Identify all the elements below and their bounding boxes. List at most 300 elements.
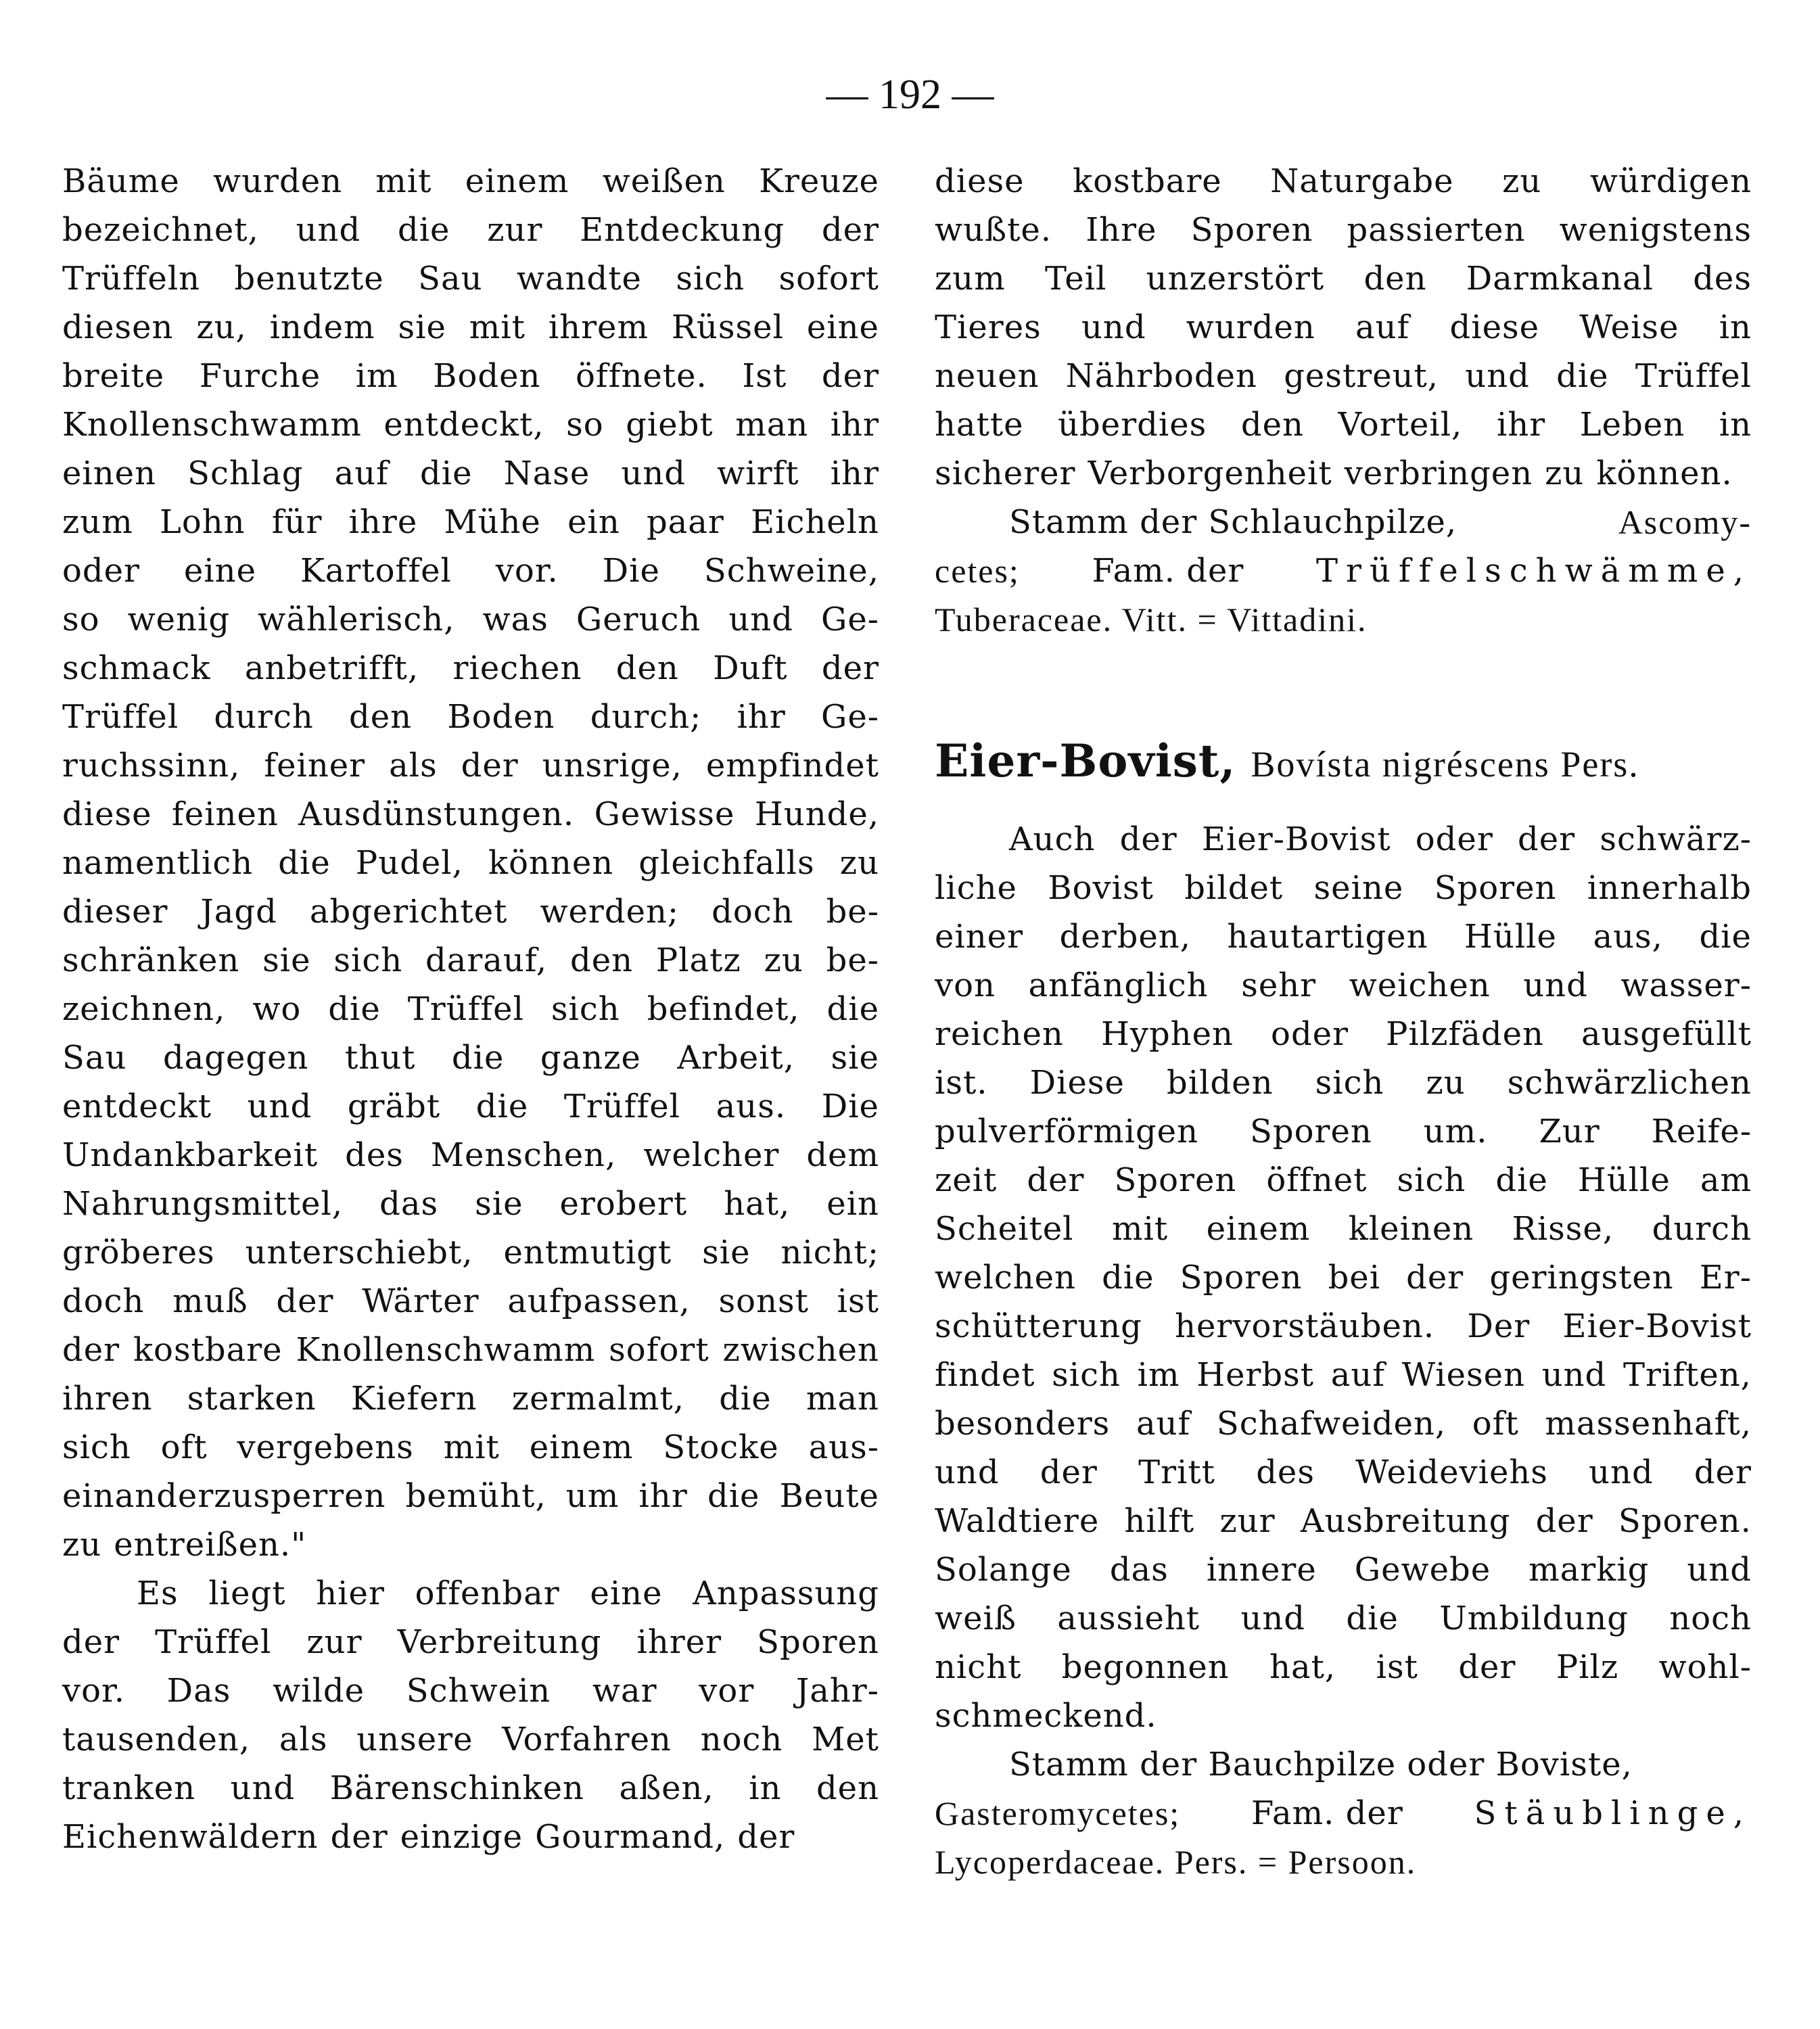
word: einen <box>62 454 156 492</box>
text-line <box>935 449 1752 498</box>
text-line <box>62 1374 879 1423</box>
word: des <box>1693 260 1752 298</box>
family-name-spaced: Stäublinge, <box>1474 1794 1752 1832</box>
word: markig <box>1529 1551 1650 1589</box>
word: um. <box>1423 1113 1488 1150</box>
word: ein <box>826 1185 879 1223</box>
word: Schafweiden, <box>1216 1405 1447 1443</box>
word: Triften, <box>1623 1356 1752 1394</box>
word: der <box>1694 1453 1752 1491</box>
word: den <box>816 1769 879 1807</box>
word: des <box>345 1136 404 1174</box>
text-line <box>62 352 879 400</box>
word: Pudel, <box>355 844 463 882</box>
word: durch <box>214 698 314 736</box>
word: der <box>62 1331 120 1369</box>
word: sofort <box>778 260 879 298</box>
word: findet <box>935 1356 1035 1394</box>
text-line <box>935 157 1752 206</box>
text-line <box>62 1228 879 1277</box>
word: wo <box>252 990 302 1028</box>
word: der <box>821 649 879 687</box>
text-line <box>62 985 879 1033</box>
classification-line <box>935 1838 1752 1886</box>
word: Nährboden <box>1065 357 1257 395</box>
word: Ausdünstungen. <box>298 795 575 833</box>
word: Hülle <box>1577 1161 1671 1199</box>
word: ihr <box>737 698 786 736</box>
word: Anpassung <box>693 1575 879 1612</box>
word: Knollenschwamm <box>62 406 362 444</box>
word: diesen <box>62 308 174 346</box>
classification-text: Fam. der <box>1092 552 1244 590</box>
word: sofort <box>609 1331 709 1369</box>
word: thut <box>344 1039 416 1077</box>
word: oder <box>62 552 140 590</box>
word: Jahr- <box>795 1672 879 1710</box>
word: Sporen <box>757 1623 879 1661</box>
word: reichen <box>935 1015 1064 1053</box>
word: eine <box>806 308 879 346</box>
word: Der <box>1467 1307 1531 1345</box>
word: und <box>728 601 793 638</box>
word: der <box>276 1282 334 1320</box>
word: den <box>1240 406 1304 444</box>
word: Trüffel <box>407 990 524 1028</box>
word: zum <box>62 503 133 541</box>
word: sie <box>831 1039 879 1077</box>
word: oder <box>1271 1015 1349 1053</box>
word: Eichenwäldern <box>62 1818 319 1856</box>
word: Darmkanal <box>1466 260 1654 298</box>
word: Naturgabe <box>1270 162 1454 200</box>
text-line <box>935 961 1752 1010</box>
word: Die <box>821 1088 879 1125</box>
word: nicht; <box>780 1234 879 1272</box>
word: für <box>271 503 323 541</box>
word: vor. <box>495 552 559 590</box>
word: wußte. <box>935 211 1052 249</box>
text-line <box>62 206 879 254</box>
text-line <box>935 254 1752 303</box>
word: diese <box>1449 308 1540 346</box>
text-line <box>935 1594 1752 1643</box>
word: wasser- <box>1620 966 1752 1004</box>
word: liche <box>935 869 1017 907</box>
word: Die <box>602 552 660 590</box>
word: ist <box>837 1282 879 1320</box>
word: zu <box>62 1526 102 1564</box>
word: in <box>1719 308 1752 346</box>
text-line <box>62 498 879 546</box>
species-paragraph <box>935 815 1752 1740</box>
word: als <box>279 1721 328 1758</box>
word: das <box>1109 1551 1169 1589</box>
word: Nahrungsmittel, <box>62 1185 344 1223</box>
word: riechen <box>452 649 582 687</box>
text-line <box>62 1618 879 1666</box>
text-line <box>62 1472 879 1520</box>
classification-line <box>935 1740 1752 1789</box>
word: wohl- <box>1658 1648 1752 1686</box>
word: Zur <box>1539 1113 1600 1150</box>
word: Ihre <box>1086 211 1157 249</box>
word: noch <box>700 1721 783 1758</box>
word: und <box>247 1088 312 1125</box>
text-line <box>935 1058 1752 1107</box>
word: so <box>566 406 604 444</box>
word: Eicheln <box>751 503 879 541</box>
word: können <box>488 844 614 882</box>
word: giebt <box>626 406 714 444</box>
word: schränken <box>62 941 240 979</box>
word: wenig <box>127 601 231 638</box>
word: Vorteil, <box>1338 406 1463 444</box>
word: den <box>1363 260 1427 298</box>
word: den <box>615 649 679 687</box>
word: und <box>1541 1356 1607 1394</box>
word: die <box>475 1088 529 1125</box>
text-line <box>62 595 879 644</box>
word: Tritt <box>1138 1453 1215 1491</box>
word: oder <box>1415 820 1493 858</box>
word: zur <box>487 211 543 249</box>
word: unsere <box>356 1721 473 1758</box>
text-line <box>62 1131 879 1180</box>
word: liegt <box>208 1575 286 1612</box>
word: so <box>62 601 100 638</box>
page-number: — 192 — <box>826 72 994 118</box>
text-line <box>62 1423 879 1472</box>
word: Knollenschwamm <box>296 1331 596 1369</box>
word: zu <box>1502 162 1542 200</box>
word: tranken <box>62 1769 196 1807</box>
word: empfindet <box>705 747 879 785</box>
word: namentlich <box>62 844 254 882</box>
classification-line <box>935 595 1752 644</box>
word: Kartoffel <box>300 552 452 590</box>
word: sich <box>551 990 620 1028</box>
word: gräbt <box>347 1088 441 1125</box>
text-line <box>62 1813 879 1861</box>
word: bildet <box>1184 869 1284 907</box>
text-line <box>935 815 1752 864</box>
word: mit <box>469 308 526 346</box>
word: offenbar <box>415 1575 560 1612</box>
word: Verbreitung <box>397 1623 602 1661</box>
word: sie <box>398 308 446 346</box>
word: bemüht, <box>405 1477 546 1515</box>
word: Furche <box>199 357 321 395</box>
word: bei <box>1328 1259 1381 1297</box>
text-line <box>62 1666 879 1715</box>
word: anbetrifft, <box>244 649 419 687</box>
species-german-name: Eier-Bovist, <box>935 734 1236 787</box>
text-line <box>935 1643 1752 1692</box>
word: auf <box>1330 1356 1386 1394</box>
word: Eier-Bovist <box>1201 820 1391 858</box>
word: diese <box>62 795 152 833</box>
word: zur <box>306 1623 363 1661</box>
word: breite <box>62 357 165 395</box>
word: indem <box>269 308 375 346</box>
word: Schlag <box>187 454 304 492</box>
word: dagegen <box>162 1039 309 1077</box>
word: oft <box>1472 1405 1519 1443</box>
word: kostbare <box>1073 162 1222 200</box>
word: Tieres <box>935 308 1042 346</box>
word: passierten <box>1347 211 1526 249</box>
word: Solange <box>935 1551 1072 1589</box>
word: die <box>719 1380 772 1418</box>
word: diese <box>935 162 1025 200</box>
word: Hunde, <box>754 795 879 833</box>
word: wandte <box>516 260 642 298</box>
text-line <box>62 790 879 839</box>
text-line <box>62 157 879 206</box>
word: doch <box>62 1282 145 1320</box>
word: feiner <box>264 747 366 785</box>
word: Trüffel <box>1635 357 1752 395</box>
word: weißen <box>602 162 726 200</box>
word: Hülle <box>1464 918 1557 956</box>
word: schwärzlichen <box>1507 1064 1752 1102</box>
word: in <box>1719 406 1752 444</box>
word: bilden <box>1167 1064 1274 1102</box>
word: Gewebe <box>1354 1551 1491 1589</box>
word: der <box>1535 1502 1593 1540</box>
word: ihr <box>638 1477 688 1515</box>
word: zu <box>1426 1064 1466 1102</box>
word: Eier-Bovist <box>1562 1307 1752 1345</box>
word: wenigstens <box>1559 211 1752 249</box>
word: die <box>707 1477 760 1515</box>
word: entdeckt <box>62 1088 212 1125</box>
text-line <box>935 352 1752 400</box>
word: sich <box>333 941 403 979</box>
word: auf <box>1355 308 1410 346</box>
text-line <box>62 693 879 741</box>
word: Sporen <box>1249 1113 1372 1150</box>
classification-latin-text: Gasteromycetes; <box>935 1794 1181 1832</box>
text-line <box>62 839 879 887</box>
text-line <box>935 1497 1752 1545</box>
word: ist <box>1376 1648 1418 1686</box>
word: die <box>826 990 879 1028</box>
word: Geruch <box>576 601 701 638</box>
classification-latin-text: cetes; <box>935 552 1020 590</box>
text-line <box>62 546 879 595</box>
word: werden; <box>540 893 680 931</box>
word: ausgefüllt <box>1581 1015 1752 1053</box>
word: aussieht <box>1057 1600 1200 1637</box>
word: die <box>328 990 381 1028</box>
word: den <box>349 698 413 736</box>
word: Jagd <box>200 893 277 931</box>
word: im <box>1137 1356 1180 1394</box>
text-line <box>935 1156 1752 1205</box>
word: Weideviehs <box>1355 1453 1548 1491</box>
word: können. <box>1596 454 1733 492</box>
word: Ge- <box>820 601 879 638</box>
classification-latin-text: Lycoperdaceae. Pers. = Persoon. <box>935 1843 1417 1881</box>
word: überdies <box>1058 406 1207 444</box>
word: aus- <box>808 1428 879 1466</box>
classification-text: Stamm der Bauchpilze oder Boviste, <box>1009 1746 1633 1783</box>
word: ihr <box>1496 406 1546 444</box>
text-line <box>62 936 879 985</box>
word: hautartigen <box>1227 918 1428 956</box>
word: zu, <box>196 308 247 346</box>
word: ruchssinn, <box>62 747 241 785</box>
word: die <box>420 454 473 492</box>
word: innerhalb <box>1587 869 1752 907</box>
word: wählerisch, <box>258 601 455 638</box>
word: einem <box>529 1428 634 1466</box>
word: der <box>1027 1161 1085 1199</box>
word: der <box>1119 820 1177 858</box>
word: Beute <box>779 1477 879 1515</box>
word: in <box>749 1769 782 1807</box>
classification-line <box>935 546 1752 595</box>
word: die <box>1556 357 1609 395</box>
word: um <box>565 1477 620 1515</box>
text-line <box>935 1545 1752 1594</box>
word: unsrige, <box>542 747 682 785</box>
word: schwärz- <box>1600 820 1752 858</box>
word: Risse, <box>1512 1210 1614 1248</box>
text-line <box>935 864 1752 912</box>
word: ein <box>567 503 620 541</box>
word: gestreut, <box>1284 357 1439 395</box>
word: die <box>1102 1259 1154 1297</box>
word: Sporen. <box>1618 1502 1752 1540</box>
classification-line <box>935 498 1752 546</box>
word: Menschen, <box>430 1136 617 1174</box>
word: und <box>230 1769 296 1807</box>
word: sich <box>62 1428 131 1466</box>
word: welcher <box>643 1136 780 1174</box>
text-line <box>62 1033 879 1082</box>
word: dieser <box>62 893 168 931</box>
word: Er- <box>1699 1259 1752 1297</box>
family-name-spaced: Trüffelschwämme, <box>1315 552 1752 590</box>
word: Trüffel <box>563 1088 681 1125</box>
word: Hyphen <box>1100 1015 1234 1053</box>
word: zum <box>935 260 1006 298</box>
word: der <box>461 747 519 785</box>
word: oft <box>160 1428 208 1466</box>
word: einanderzusperren <box>62 1477 386 1515</box>
word: aufpassen, <box>507 1282 691 1320</box>
word: ihren <box>62 1380 153 1418</box>
word: ist. <box>935 1064 988 1102</box>
word: Es <box>137 1575 179 1612</box>
word: die <box>451 1039 505 1077</box>
word: wurden <box>1186 308 1315 346</box>
word: und <box>1687 1551 1752 1589</box>
word: ihre <box>348 503 418 541</box>
text-line <box>62 400 879 449</box>
word: Met <box>812 1721 879 1758</box>
word: weichen <box>1349 966 1491 1004</box>
text-line <box>62 1326 879 1374</box>
text-line <box>935 1205 1752 1253</box>
word: den <box>570 941 634 979</box>
word: zu <box>764 941 803 979</box>
word: ihrem <box>548 308 649 346</box>
word: wirft <box>717 454 799 492</box>
word: man <box>806 1380 879 1418</box>
word: die <box>1346 1600 1399 1637</box>
word: was <box>482 601 549 638</box>
word: zu <box>1545 454 1585 492</box>
word: der <box>821 357 879 395</box>
word: Sporen <box>1180 1259 1303 1297</box>
word: die <box>1699 918 1752 956</box>
right-column-upper-classification <box>935 498 1752 644</box>
word: Vorfahren <box>502 1721 672 1758</box>
word: aßen, <box>619 1769 714 1807</box>
word: eine <box>590 1575 663 1612</box>
word: pulverförmigen <box>935 1113 1198 1150</box>
word: besonders <box>935 1405 1111 1443</box>
word: Bäume <box>62 162 180 200</box>
word: öffnet <box>1266 1161 1368 1199</box>
word: eine <box>183 552 256 590</box>
word: schmack <box>62 649 211 687</box>
word: abgerichtet <box>309 893 508 931</box>
word: Trüffel <box>155 1623 272 1661</box>
word: hilft <box>1124 1502 1195 1540</box>
text-line <box>935 206 1752 254</box>
word: verbringen <box>1344 454 1533 492</box>
species-section <box>935 727 1752 1886</box>
word: und <box>1589 1453 1654 1491</box>
word: am <box>1700 1161 1752 1199</box>
word: Weise <box>1579 308 1679 346</box>
word: Duft <box>713 649 788 687</box>
word: der <box>330 1818 388 1856</box>
word: weiß <box>935 1600 1017 1637</box>
word: Kiefern <box>350 1380 477 1418</box>
word: hat, <box>724 1185 791 1223</box>
word: nicht <box>935 1648 1022 1686</box>
word: öffnete. <box>576 357 707 395</box>
word: die <box>397 211 450 249</box>
word: ihr <box>830 406 879 444</box>
word: Wärter <box>362 1282 480 1320</box>
text-line <box>62 254 879 303</box>
word: einem <box>465 162 569 200</box>
word: ihr <box>830 454 879 492</box>
word: Bärenschinken <box>329 1769 584 1807</box>
word: Verborgenheit <box>1088 454 1332 492</box>
word: Platz <box>655 941 741 979</box>
word: Schweine, <box>703 552 879 590</box>
word: sich <box>676 260 745 298</box>
text-line <box>935 1107 1752 1156</box>
word: seine <box>1313 869 1404 907</box>
word: der <box>1406 1259 1464 1297</box>
word: vor <box>699 1672 755 1710</box>
word: neuen <box>935 357 1040 395</box>
word: und <box>621 454 686 492</box>
word: noch <box>1669 1600 1752 1637</box>
word: Leben <box>1579 406 1685 444</box>
word: Sporen <box>1434 869 1557 907</box>
word: schütterung <box>935 1307 1142 1345</box>
